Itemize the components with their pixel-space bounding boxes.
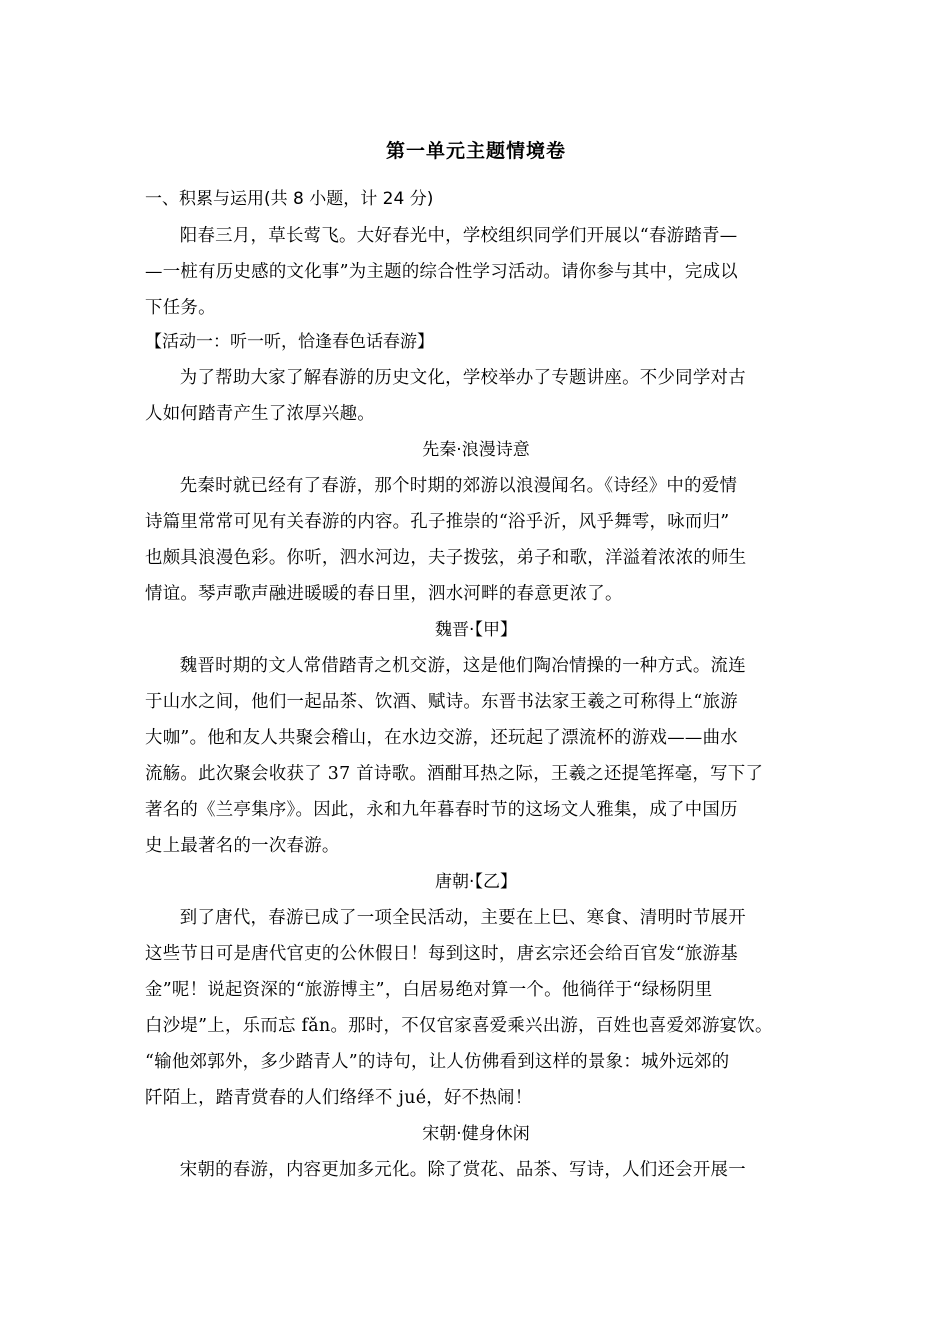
text-line: “输他郊郭外，多少踏青人”的诗句，让人仿佛看到这样的景象：城外远郊的	[145, 1052, 730, 1072]
text-line: 为了帮助大家了解春游的历史文化，学校举办了专题讲座。不少同学对古	[179, 368, 746, 388]
text-line: 于山水之间，他们一起品茶、饮酒、赋诗。东晋书法家王羲之可称得上“旅游	[145, 692, 738, 712]
subheading-weijin: 魏晋·【甲】	[435, 620, 517, 640]
text-line: 人如何踏青产生了浓厚兴趣。	[145, 404, 375, 424]
text-line: 魏晋时期的文人常借踏青之机交游，这是他们陶冶情操的一种方式。流连	[179, 656, 746, 676]
text-line: 先秦时就已经有了春游，那个时期的郊游以浪漫闻名。《诗经》中的爱情	[179, 476, 738, 496]
text-line: 阳春三月，草长莺飞。大好春光中，学校组织同学们开展以“春游踏青—	[179, 226, 738, 246]
text-line: —一桩有历史感的文化事”为主题的综合性学习活动。请你参与其中，完成以	[145, 262, 738, 282]
text-line: 白沙堤”上，乐而忘 fǎn。那时，不仅官家喜爱乘兴出游，百姓也喜爱郊游宴饮。	[145, 1016, 773, 1036]
subheading-xianqin: 先秦·浪漫诗意	[422, 440, 530, 460]
text-line: 著名的《兰亭集序》。因此，永和九年暮春时节的这场文人雅集，成了中国历	[145, 800, 738, 820]
subheading-tang: 唐朝·【乙】	[435, 872, 517, 892]
activity-1-heading: 【活动一：听一听，恰逢春色话春游】	[145, 332, 434, 352]
text-line: 史上最著名的一次春游。	[145, 836, 340, 856]
document-body	[145, 136, 807, 1188]
text-line: 情谊。琴声歌声融进暖暖的春日里，泗水河畔的春意更浓了。	[145, 584, 623, 604]
text-line: 到了唐代，春游已成了一项全民活动，主要在上巳、寒食、清明时节展开	[179, 908, 746, 928]
text-line: 金”呢！说起资深的“旅游博主”，白居易绝对算一个。他徜徉于“绿杨阴里	[145, 980, 713, 1000]
section-heading-1: 一、积累与运用(共 8 小题，计 24 分)	[145, 189, 434, 209]
text-line: 下任务。	[145, 298, 216, 318]
page-title: 第一单元主题情境卷	[385, 140, 566, 162]
intro-paragraph	[145, 218, 807, 326]
activity-1-paragraph	[145, 360, 807, 432]
text-line: 大咖”。他和友人共聚会稽山，在水边交游，还玩起了漂流杯的游戏——曲水	[145, 728, 738, 748]
text-line: 流觞。此次聚会收获了 37 首诗歌。酒酣耳热之际，王羲之还提笔挥毫，写下了	[145, 764, 764, 784]
xianqin-paragraph	[145, 468, 807, 612]
song-paragraph	[145, 1152, 807, 1188]
text-line: 也颇具浪漫色彩。你听，泗水河边，夫子拨弦，弟子和歌，洋溢着浓浓的师生	[145, 548, 747, 568]
subheading-song: 宋朝·健身休闲	[422, 1124, 530, 1144]
text-line: 宋朝的春游，内容更加多元化。除了赏花、品茶、写诗，人们还会开展一	[179, 1160, 746, 1180]
weijin-paragraph	[145, 648, 807, 864]
text-line: 阡陌上，踏青赏春的人们络绎不 jué，好不热闹！	[145, 1088, 533, 1108]
text-line: 诗篇里常常可见有关春游的内容。孔子推崇的“浴乎沂，风乎舞雩，咏而归”	[145, 512, 730, 532]
tang-paragraph	[145, 900, 807, 1116]
text-line: 这些节日可是唐代官吏的公休假日！每到这时，唐玄宗还会给百官发“旅游基	[145, 944, 738, 964]
